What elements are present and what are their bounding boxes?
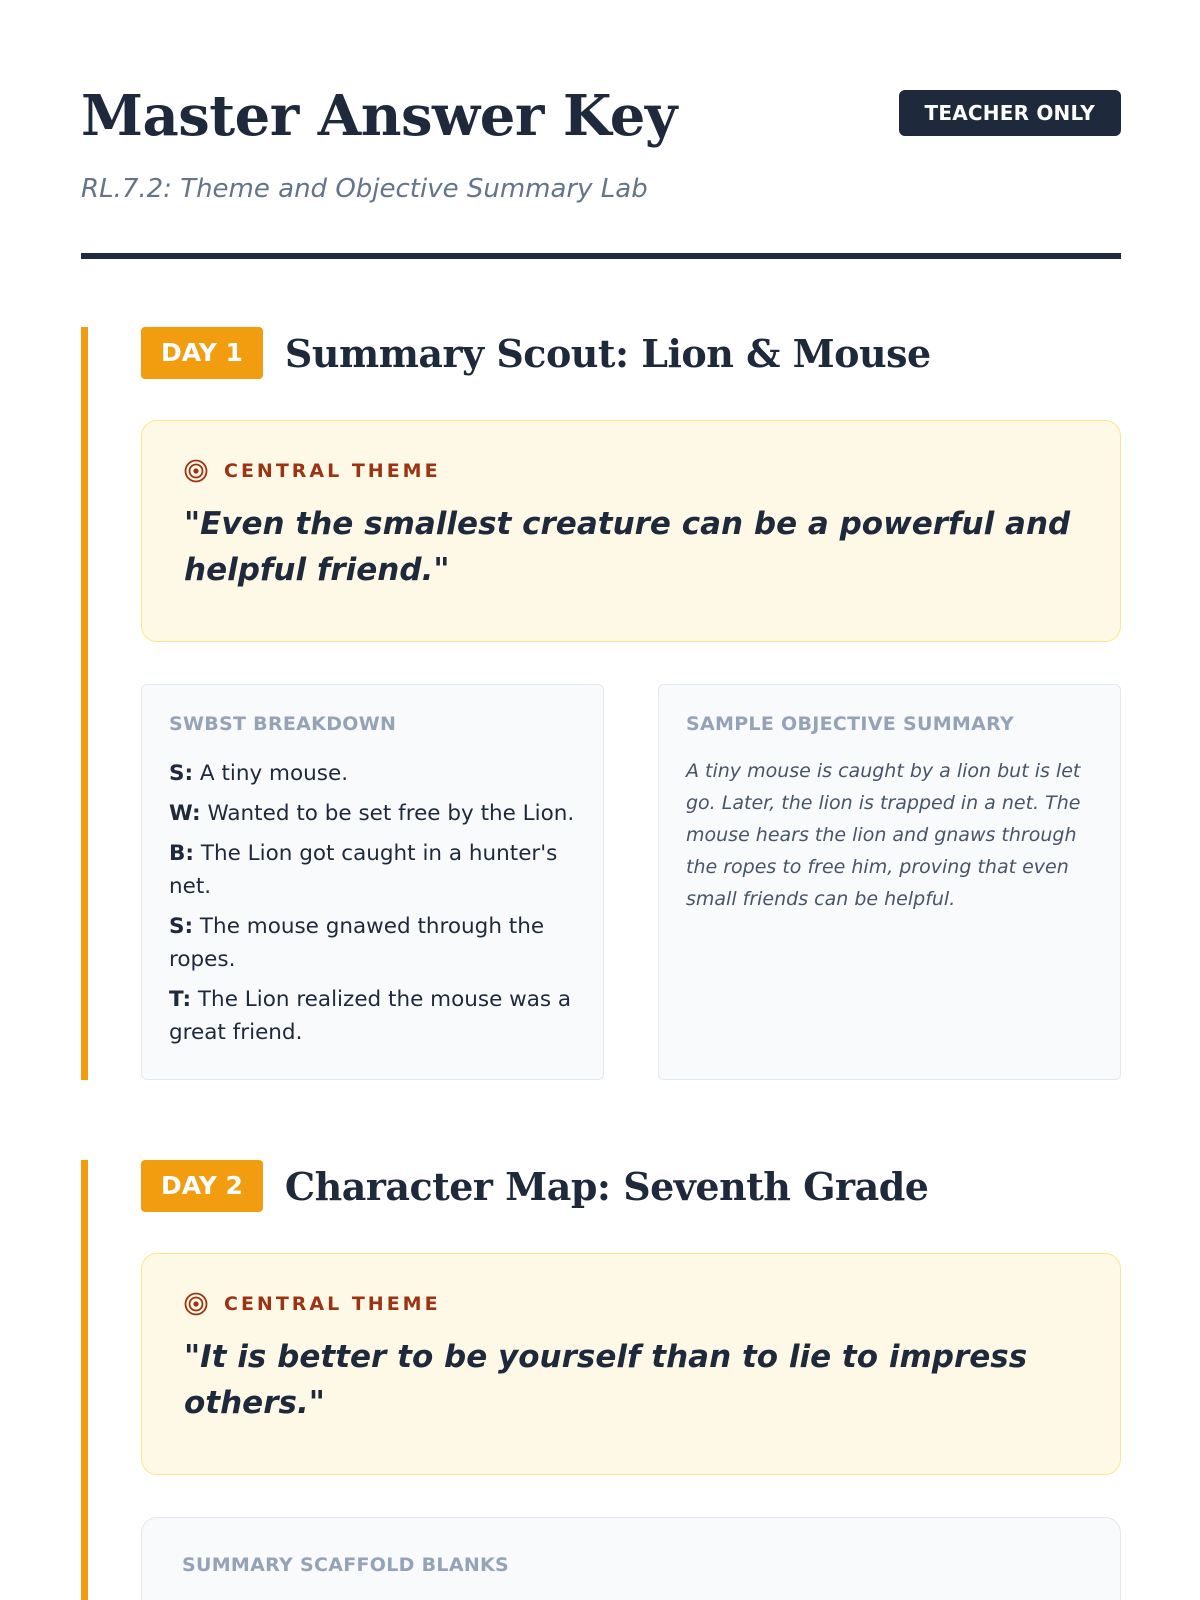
swbst-text: The Lion got caught in a hunter's net. xyxy=(169,841,558,899)
central-theme-label xyxy=(184,1292,1078,1316)
swbst-label: SWBST BREAKDOWN xyxy=(169,713,397,735)
scaffold-label: SUMMARY SCAFFOLD BLANKS xyxy=(182,1554,510,1576)
central-theme-box xyxy=(141,1253,1121,1475)
swbst-text: A tiny mouse. xyxy=(193,761,349,786)
answer-columns xyxy=(141,684,1121,1080)
swbst-item xyxy=(169,837,576,903)
swbst-key: B: xyxy=(169,841,194,866)
swbst-item xyxy=(169,983,576,1049)
summary-text: A tiny mouse is caught by a lion but is let go. Later, the lion is trapped in a net. The mouse hears the lion and gnaws through the ropes to free him, proving that even small friends can be helpful. xyxy=(686,760,1081,910)
central-theme-quote: "Even the smallest creature can be a powerful and helpful friend." xyxy=(184,506,1071,588)
swbst-item xyxy=(169,797,576,830)
target-icon xyxy=(184,1292,208,1316)
central-theme-quote: "It is better to be yourself than to lie to impress others." xyxy=(184,1339,1028,1421)
header-divider xyxy=(81,253,1121,259)
page-title: Master Answer Key xyxy=(81,83,677,149)
day-badge: DAY 2 xyxy=(141,1160,263,1212)
page-subtitle: RL.7.2: Theme and Objective Summary Lab xyxy=(81,174,648,204)
central-theme-box xyxy=(141,420,1121,642)
swbst-key: S: xyxy=(169,761,194,786)
swbst-card xyxy=(141,684,604,1080)
day-1-section xyxy=(81,327,1121,1080)
swbst-key: W: xyxy=(169,801,201,826)
section-header xyxy=(141,327,1121,379)
swbst-key: T: xyxy=(169,987,192,1012)
day-2-section xyxy=(81,1160,1121,1600)
swbst-item xyxy=(169,757,576,790)
day-badge: DAY 1 xyxy=(141,327,263,379)
central-theme-label xyxy=(184,459,1078,483)
swbst-item xyxy=(169,910,576,976)
swbst-list xyxy=(169,757,576,1049)
central-theme-label-text: CENTRAL THEME xyxy=(224,460,441,482)
page-header xyxy=(81,80,1121,206)
central-theme-label-text: CENTRAL THEME xyxy=(224,1293,441,1315)
summary-card xyxy=(658,684,1121,1080)
summary-label: SAMPLE OBJECTIVE SUMMARY xyxy=(686,713,1015,735)
swbst-text: Wanted to be set free by the Lion. xyxy=(200,801,575,826)
section-header xyxy=(141,1160,1121,1212)
teacher-only-badge: TEACHER ONLY xyxy=(899,90,1121,136)
section-title: Summary Scout: Lion & Mouse xyxy=(284,330,931,376)
summary-scaffold-card xyxy=(141,1517,1121,1600)
swbst-text: The mouse gnawed through the ropes. xyxy=(169,914,545,972)
section-title: Character Map: Seventh Grade xyxy=(284,1163,929,1209)
swbst-key: S: xyxy=(169,914,194,939)
target-icon xyxy=(184,459,208,483)
swbst-text: The Lion realized the mouse was a great friend. xyxy=(169,987,572,1045)
